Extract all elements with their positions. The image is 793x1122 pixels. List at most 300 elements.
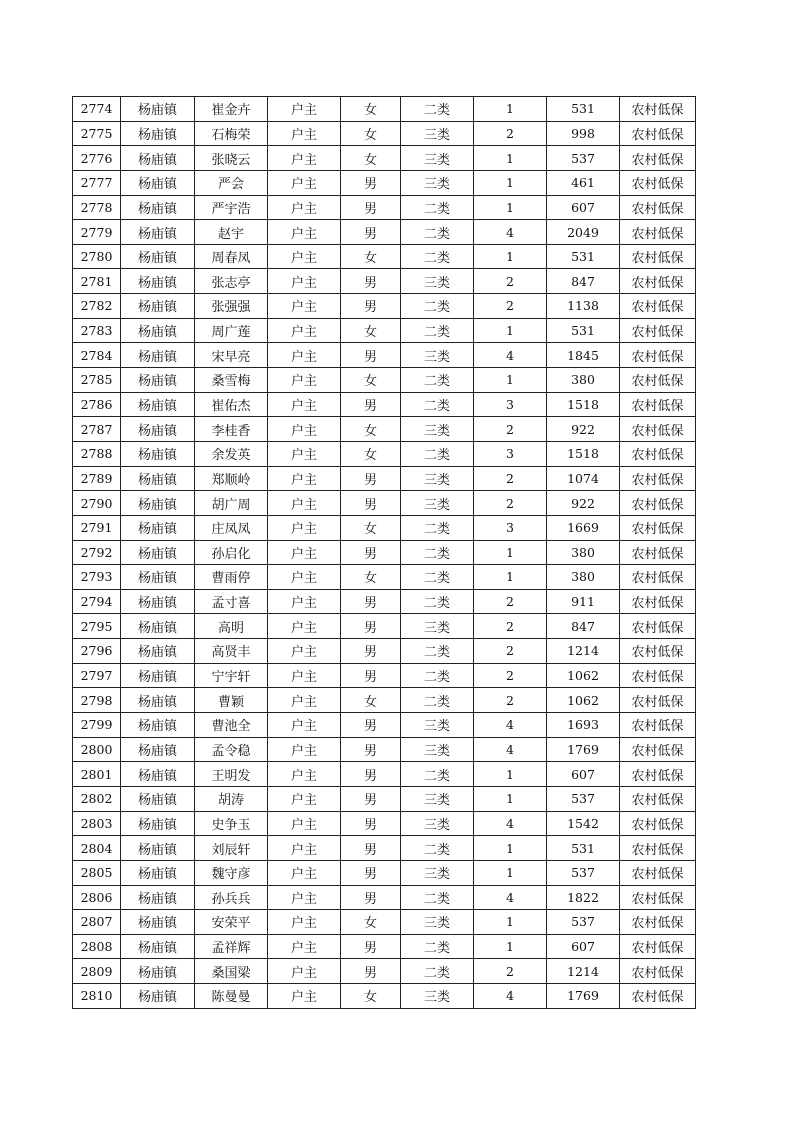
assistance-type-cell: 农村低保 (620, 294, 696, 319)
assistance-type-cell: 农村低保 (620, 786, 696, 811)
category-cell: 三类 (401, 811, 474, 836)
gender-cell: 男 (341, 392, 401, 417)
assistance-type-cell: 农村低保 (620, 195, 696, 220)
category-cell: 二类 (401, 688, 474, 713)
gender-cell: 男 (341, 737, 401, 762)
amount-cell: 461 (547, 170, 620, 195)
category-cell: 二类 (401, 565, 474, 590)
serial-number-cell: 2781 (73, 269, 121, 294)
serial-number-cell: 2788 (73, 441, 121, 466)
household-size-cell: 1 (474, 318, 547, 343)
table-row (73, 614, 696, 639)
category-cell: 二类 (401, 294, 474, 319)
relation-cell: 户主 (268, 836, 341, 861)
name-cell: 孟令稳 (195, 737, 268, 762)
assistance-type-cell: 农村低保 (620, 343, 696, 368)
serial-number-cell: 2784 (73, 343, 121, 368)
serial-number-cell: 2797 (73, 663, 121, 688)
serial-number-cell: 2789 (73, 466, 121, 491)
town-cell: 杨庙镇 (121, 737, 195, 762)
household-size-cell: 4 (474, 885, 547, 910)
table-row (73, 269, 696, 294)
category-cell: 二类 (401, 663, 474, 688)
name-cell: 周春凤 (195, 244, 268, 269)
relation-cell: 户主 (268, 860, 341, 885)
category-cell: 二类 (401, 885, 474, 910)
household-size-cell: 4 (474, 984, 547, 1009)
name-cell: 宋早亮 (195, 343, 268, 368)
category-cell: 二类 (401, 244, 474, 269)
relation-cell: 户主 (268, 220, 341, 245)
gender-cell: 男 (341, 170, 401, 195)
table-row (73, 737, 696, 762)
amount-cell: 1669 (547, 515, 620, 540)
gender-cell: 男 (341, 343, 401, 368)
relation-cell: 户主 (268, 269, 341, 294)
gender-cell: 男 (341, 885, 401, 910)
table-row (73, 860, 696, 885)
relation-cell: 户主 (268, 737, 341, 762)
town-cell: 杨庙镇 (121, 146, 195, 171)
household-size-cell: 1 (474, 786, 547, 811)
assistance-type-cell: 农村低保 (620, 984, 696, 1009)
household-size-cell: 1 (474, 146, 547, 171)
name-cell: 崔金卉 (195, 97, 268, 122)
serial-number-cell: 2796 (73, 639, 121, 664)
amount-cell: 1542 (547, 811, 620, 836)
town-cell: 杨庙镇 (121, 269, 195, 294)
name-cell: 桑国梁 (195, 959, 268, 984)
town-cell: 杨庙镇 (121, 195, 195, 220)
table-row (73, 540, 696, 565)
name-cell: 安荣平 (195, 910, 268, 935)
name-cell: 胡广周 (195, 491, 268, 516)
assistance-type-cell: 农村低保 (620, 663, 696, 688)
assistance-type-cell: 农村低保 (620, 860, 696, 885)
category-cell: 三类 (401, 713, 474, 738)
category-cell: 二类 (401, 97, 474, 122)
relation-cell: 户主 (268, 491, 341, 516)
relation-cell: 户主 (268, 713, 341, 738)
serial-number-cell: 2775 (73, 121, 121, 146)
town-cell: 杨庙镇 (121, 614, 195, 639)
table-row (73, 984, 696, 1009)
household-size-cell: 2 (474, 688, 547, 713)
assistance-type-cell: 农村低保 (620, 737, 696, 762)
household-size-cell: 1 (474, 910, 547, 935)
amount-cell: 1693 (547, 713, 620, 738)
town-cell: 杨庙镇 (121, 639, 195, 664)
town-cell: 杨庙镇 (121, 318, 195, 343)
serial-number-cell: 2777 (73, 170, 121, 195)
amount-cell: 1214 (547, 639, 620, 664)
relation-cell: 户主 (268, 762, 341, 787)
amount-cell: 607 (547, 934, 620, 959)
town-cell: 杨庙镇 (121, 515, 195, 540)
assistance-type-cell: 农村低保 (620, 220, 696, 245)
table-row (73, 565, 696, 590)
category-cell: 二类 (401, 318, 474, 343)
amount-cell: 2049 (547, 220, 620, 245)
table-row (73, 343, 696, 368)
name-cell: 周广莲 (195, 318, 268, 343)
amount-cell: 537 (547, 860, 620, 885)
name-cell: 张志亭 (195, 269, 268, 294)
amount-cell: 998 (547, 121, 620, 146)
name-cell: 张晓云 (195, 146, 268, 171)
household-size-cell: 1 (474, 170, 547, 195)
name-cell: 魏守彦 (195, 860, 268, 885)
town-cell: 杨庙镇 (121, 392, 195, 417)
category-cell: 二类 (401, 540, 474, 565)
relation-cell: 户主 (268, 392, 341, 417)
household-size-cell: 2 (474, 959, 547, 984)
household-size-cell: 1 (474, 368, 547, 393)
assistance-type-cell: 农村低保 (620, 441, 696, 466)
gender-cell: 男 (341, 663, 401, 688)
gender-cell: 女 (341, 121, 401, 146)
category-cell: 三类 (401, 343, 474, 368)
relation-cell: 户主 (268, 885, 341, 910)
amount-cell: 607 (547, 762, 620, 787)
town-cell: 杨庙镇 (121, 984, 195, 1009)
amount-cell: 922 (547, 417, 620, 442)
amount-cell: 847 (547, 269, 620, 294)
amount-cell: 1769 (547, 737, 620, 762)
relation-cell: 户主 (268, 417, 341, 442)
relation-cell: 户主 (268, 934, 341, 959)
category-cell: 二类 (401, 762, 474, 787)
household-size-cell: 2 (474, 417, 547, 442)
category-cell: 二类 (401, 441, 474, 466)
table-body (73, 97, 696, 1009)
name-cell: 孟祥辉 (195, 934, 268, 959)
serial-number-cell: 2800 (73, 737, 121, 762)
gender-cell: 男 (341, 540, 401, 565)
assistance-type-cell: 农村低保 (620, 491, 696, 516)
gender-cell: 女 (341, 244, 401, 269)
household-size-cell: 4 (474, 811, 547, 836)
town-cell: 杨庙镇 (121, 466, 195, 491)
town-cell: 杨庙镇 (121, 343, 195, 368)
category-cell: 二类 (401, 220, 474, 245)
amount-cell: 531 (547, 836, 620, 861)
amount-cell: 1062 (547, 663, 620, 688)
household-size-cell: 1 (474, 860, 547, 885)
category-cell: 三类 (401, 417, 474, 442)
serial-number-cell: 2783 (73, 318, 121, 343)
town-cell: 杨庙镇 (121, 688, 195, 713)
category-cell: 三类 (401, 910, 474, 935)
amount-cell: 1518 (547, 441, 620, 466)
name-cell: 曹池全 (195, 713, 268, 738)
category-cell: 三类 (401, 786, 474, 811)
town-cell: 杨庙镇 (121, 97, 195, 122)
amount-cell: 1062 (547, 688, 620, 713)
table-row (73, 688, 696, 713)
serial-number-cell: 2807 (73, 910, 121, 935)
household-size-cell: 3 (474, 392, 547, 417)
amount-cell: 847 (547, 614, 620, 639)
assistance-type-cell: 农村低保 (620, 836, 696, 861)
relation-cell: 户主 (268, 589, 341, 614)
gender-cell: 女 (341, 515, 401, 540)
serial-number-cell: 2790 (73, 491, 121, 516)
name-cell: 桑雪梅 (195, 368, 268, 393)
table-row (73, 836, 696, 861)
serial-number-cell: 2780 (73, 244, 121, 269)
town-cell: 杨庙镇 (121, 294, 195, 319)
assistance-type-cell: 农村低保 (620, 170, 696, 195)
table-row (73, 146, 696, 171)
serial-number-cell: 2776 (73, 146, 121, 171)
gender-cell: 男 (341, 762, 401, 787)
serial-number-cell: 2787 (73, 417, 121, 442)
category-cell: 二类 (401, 836, 474, 861)
gender-cell: 男 (341, 294, 401, 319)
name-cell: 严宇浩 (195, 195, 268, 220)
relation-cell: 户主 (268, 515, 341, 540)
assistance-type-cell: 农村低保 (620, 762, 696, 787)
category-cell: 二类 (401, 368, 474, 393)
serial-number-cell: 2801 (73, 762, 121, 787)
amount-cell: 537 (547, 786, 620, 811)
serial-number-cell: 2810 (73, 984, 121, 1009)
serial-number-cell: 2785 (73, 368, 121, 393)
amount-cell: 531 (547, 97, 620, 122)
relation-cell: 户主 (268, 146, 341, 171)
category-cell: 二类 (401, 934, 474, 959)
name-cell: 庄凤凤 (195, 515, 268, 540)
gender-cell: 男 (341, 959, 401, 984)
table-row (73, 639, 696, 664)
relation-cell: 户主 (268, 121, 341, 146)
serial-number-cell: 2804 (73, 836, 121, 861)
relation-cell: 户主 (268, 368, 341, 393)
assistance-type-cell: 农村低保 (620, 466, 696, 491)
table-row (73, 368, 696, 393)
table-row (73, 762, 696, 787)
gender-cell: 女 (341, 984, 401, 1009)
amount-cell: 531 (547, 318, 620, 343)
table-row (73, 244, 696, 269)
amount-cell: 380 (547, 540, 620, 565)
category-cell: 三类 (401, 121, 474, 146)
amount-cell: 922 (547, 491, 620, 516)
household-size-cell: 2 (474, 269, 547, 294)
name-cell: 孙兵兵 (195, 885, 268, 910)
name-cell: 胡涛 (195, 786, 268, 811)
name-cell: 曹颖 (195, 688, 268, 713)
category-cell: 二类 (401, 392, 474, 417)
serial-number-cell: 2774 (73, 97, 121, 122)
serial-number-cell: 2778 (73, 195, 121, 220)
relation-cell: 户主 (268, 540, 341, 565)
gender-cell: 男 (341, 860, 401, 885)
town-cell: 杨庙镇 (121, 762, 195, 787)
name-cell: 李桂香 (195, 417, 268, 442)
name-cell: 郑顺岭 (195, 466, 268, 491)
assistance-type-cell: 农村低保 (620, 565, 696, 590)
name-cell: 余发英 (195, 441, 268, 466)
assistance-type-cell: 农村低保 (620, 515, 696, 540)
gender-cell: 男 (341, 491, 401, 516)
assistance-type-cell: 农村低保 (620, 688, 696, 713)
relation-cell: 户主 (268, 170, 341, 195)
table-row (73, 220, 696, 245)
household-size-cell: 3 (474, 441, 547, 466)
relation-cell: 户主 (268, 786, 341, 811)
table-row (73, 885, 696, 910)
category-cell: 三类 (401, 984, 474, 1009)
household-size-cell: 1 (474, 762, 547, 787)
gender-cell: 男 (341, 195, 401, 220)
name-cell: 赵宇 (195, 220, 268, 245)
table-row (73, 934, 696, 959)
town-cell: 杨庙镇 (121, 441, 195, 466)
table-row (73, 466, 696, 491)
assistance-type-cell: 农村低保 (620, 269, 696, 294)
town-cell: 杨庙镇 (121, 811, 195, 836)
relation-cell: 户主 (268, 614, 341, 639)
household-size-cell: 1 (474, 540, 547, 565)
town-cell: 杨庙镇 (121, 121, 195, 146)
gender-cell: 男 (341, 614, 401, 639)
category-cell: 三类 (401, 614, 474, 639)
gender-cell: 男 (341, 713, 401, 738)
serial-number-cell: 2803 (73, 811, 121, 836)
serial-number-cell: 2805 (73, 860, 121, 885)
serial-number-cell: 2792 (73, 540, 121, 565)
category-cell: 三类 (401, 170, 474, 195)
town-cell: 杨庙镇 (121, 565, 195, 590)
relation-cell: 户主 (268, 343, 341, 368)
relation-cell: 户主 (268, 910, 341, 935)
relation-cell: 户主 (268, 318, 341, 343)
amount-cell: 1518 (547, 392, 620, 417)
name-cell: 高贤丰 (195, 639, 268, 664)
town-cell: 杨庙镇 (121, 663, 195, 688)
name-cell: 陈曼曼 (195, 984, 268, 1009)
household-size-cell: 1 (474, 565, 547, 590)
gender-cell: 女 (341, 417, 401, 442)
name-cell: 孙启化 (195, 540, 268, 565)
table-row (73, 515, 696, 540)
gender-cell: 女 (341, 910, 401, 935)
town-cell: 杨庙镇 (121, 368, 195, 393)
gender-cell: 男 (341, 811, 401, 836)
table-row (73, 491, 696, 516)
serial-number-cell: 2795 (73, 614, 121, 639)
table-row (73, 121, 696, 146)
name-cell: 宁宇轩 (195, 663, 268, 688)
category-cell: 二类 (401, 639, 474, 664)
assistance-type-cell: 农村低保 (620, 318, 696, 343)
assistance-type-cell: 农村低保 (620, 589, 696, 614)
name-cell: 严会 (195, 170, 268, 195)
household-size-cell: 1 (474, 97, 547, 122)
town-cell: 杨庙镇 (121, 713, 195, 738)
amount-cell: 911 (547, 589, 620, 614)
table-row (73, 589, 696, 614)
household-size-cell: 2 (474, 639, 547, 664)
household-size-cell: 3 (474, 515, 547, 540)
relation-cell: 户主 (268, 294, 341, 319)
household-size-cell: 2 (474, 589, 547, 614)
household-size-cell: 4 (474, 343, 547, 368)
gender-cell: 男 (341, 466, 401, 491)
household-size-cell: 1 (474, 244, 547, 269)
gender-cell: 女 (341, 97, 401, 122)
serial-number-cell: 2791 (73, 515, 121, 540)
gender-cell: 男 (341, 836, 401, 861)
serial-number-cell: 2793 (73, 565, 121, 590)
table-row (73, 170, 696, 195)
category-cell: 三类 (401, 737, 474, 762)
household-size-cell: 2 (474, 614, 547, 639)
category-cell: 二类 (401, 515, 474, 540)
gender-cell: 男 (341, 786, 401, 811)
gender-cell: 男 (341, 269, 401, 294)
amount-cell: 1822 (547, 885, 620, 910)
town-cell: 杨庙镇 (121, 910, 195, 935)
amount-cell: 537 (547, 910, 620, 935)
name-cell: 崔佑杰 (195, 392, 268, 417)
town-cell: 杨庙镇 (121, 244, 195, 269)
assistance-type-cell: 农村低保 (620, 97, 696, 122)
name-cell: 孟寸喜 (195, 589, 268, 614)
category-cell: 三类 (401, 860, 474, 885)
table-row (73, 811, 696, 836)
table-row (73, 392, 696, 417)
household-size-cell: 2 (474, 663, 547, 688)
household-size-cell: 2 (474, 491, 547, 516)
assistance-type-cell: 农村低保 (620, 713, 696, 738)
serial-number-cell: 2779 (73, 220, 121, 245)
gender-cell: 女 (341, 688, 401, 713)
assistance-type-cell: 农村低保 (620, 639, 696, 664)
gender-cell: 男 (341, 589, 401, 614)
relation-cell: 户主 (268, 244, 341, 269)
household-size-cell: 4 (474, 220, 547, 245)
gender-cell: 男 (341, 639, 401, 664)
relation-cell: 户主 (268, 97, 341, 122)
serial-number-cell: 2799 (73, 713, 121, 738)
serial-number-cell: 2802 (73, 786, 121, 811)
assistance-type-cell: 农村低保 (620, 934, 696, 959)
gender-cell: 女 (341, 368, 401, 393)
table-row (73, 786, 696, 811)
amount-cell: 1845 (547, 343, 620, 368)
table-row (73, 959, 696, 984)
serial-number-cell: 2786 (73, 392, 121, 417)
category-cell: 三类 (401, 491, 474, 516)
assistance-type-cell: 农村低保 (620, 540, 696, 565)
amount-cell: 607 (547, 195, 620, 220)
amount-cell: 380 (547, 565, 620, 590)
assistance-type-cell: 农村低保 (620, 121, 696, 146)
household-size-cell: 2 (474, 466, 547, 491)
town-cell: 杨庙镇 (121, 860, 195, 885)
table-row (73, 713, 696, 738)
serial-number-cell: 2808 (73, 934, 121, 959)
name-cell: 张强强 (195, 294, 268, 319)
assistance-type-cell: 农村低保 (620, 244, 696, 269)
relation-cell: 户主 (268, 984, 341, 1009)
amount-cell: 380 (547, 368, 620, 393)
town-cell: 杨庙镇 (121, 885, 195, 910)
household-size-cell: 4 (474, 737, 547, 762)
